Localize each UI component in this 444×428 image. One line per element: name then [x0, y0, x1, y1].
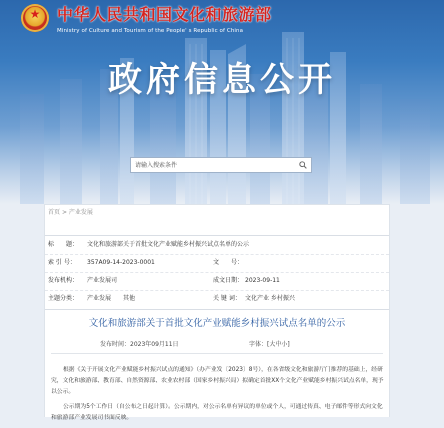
metadata-title-label: 标 题： — [48, 241, 79, 248]
content-card — [44, 204, 390, 421]
article-paragraph: 公示期为5个工作日（自公布之日起计算）。公示期内，对公示名单有异议的单位或个人，可通过传真、电子邮件等形式向文化和旅游部产业发展司书面反映。 — [51, 404, 383, 421]
search-button[interactable] — [295, 158, 311, 172]
metadata-row-title — [45, 236, 389, 255]
search-input[interactable] — [131, 158, 295, 172]
metadata-category-value: 产业发展 其他 — [87, 295, 136, 302]
site-header — [0, 0, 444, 42]
breadcrumb-current-link[interactable]: 产业发展 — [68, 209, 93, 216]
metadata-title-value: 文化和旅游部关于首批文化产业赋能乡村振兴试点名单的公示 — [87, 241, 250, 248]
publish-info-bar — [45, 339, 389, 351]
article-title: 文化和旅游部关于首批文化产业赋能乡村振兴试点名单的公示 — [88, 318, 346, 329]
metadata-row-index — [45, 254, 389, 273]
metadata-index-label: 索 引 号： — [48, 259, 76, 266]
ministry-name-cn[interactable]: 中华人民共和国文化和旅游部 — [57, 5, 272, 24]
metadata-category-label: 主题分类： — [48, 295, 79, 302]
content-divider — [51, 353, 383, 354]
breadcrumb-home-link[interactable]: 首页 — [48, 209, 61, 216]
article-body — [51, 365, 385, 428]
metadata-issuer-label: 发布机构： — [48, 277, 79, 284]
metadata-keyword-label: 关 键 词： — [213, 295, 241, 302]
breadcrumb — [48, 208, 93, 218]
national-emblem-icon — [21, 4, 49, 32]
font-size-close-bracket: ] — [287, 341, 290, 348]
ministry-name-en: Ministry of Culture and Tourism of the People' s Republic of China — [57, 28, 244, 34]
metadata-row-category — [45, 290, 389, 308]
font-size-medium-button[interactable]: 中 — [275, 341, 282, 348]
font-size-large-button[interactable]: 大 — [269, 341, 276, 348]
metadata-date-label: 成文日期： — [213, 277, 244, 284]
font-size-small-button[interactable]: 小 — [281, 341, 288, 348]
page-heading: 政府信息公开 — [108, 60, 336, 100]
font-size-switcher — [249, 339, 290, 351]
metadata-doc-no-label: 文 号： — [213, 259, 244, 266]
breadcrumb-separator: > — [61, 209, 67, 216]
metadata-date-value: 2023-09-11 — [245, 277, 280, 284]
publish-date: 发布时间：2023年09月11日 — [100, 341, 179, 348]
search-icon — [299, 161, 307, 169]
metadata-index-value: 357A09-14-2023-0001 — [87, 259, 155, 266]
document-metadata-table — [45, 235, 389, 310]
city-skyline-illustration — [0, 14, 444, 204]
search-box — [130, 157, 312, 173]
metadata-issuer-value: 产业发展司 — [87, 277, 118, 284]
hero-banner — [0, 0, 444, 204]
metadata-row-issuer — [45, 272, 389, 291]
font-size-label: 字体：[ — [249, 341, 270, 348]
article-paragraph: 根据《关于开展文化产业赋能乡村振兴试点的通知》（办产业发〔2023〕8号），在各省级文化和旅游厅门推荐的基础上，经研究，文化和旅游部、教育部、自然资源部、农业农村部（国家乡村振兴局）拟确定首批XX个文化产业赋能乡村振兴试点名单，现予以公示。 — [51, 367, 384, 395]
metadata-keyword-value: 文化产业 乡村振兴 — [245, 295, 295, 302]
